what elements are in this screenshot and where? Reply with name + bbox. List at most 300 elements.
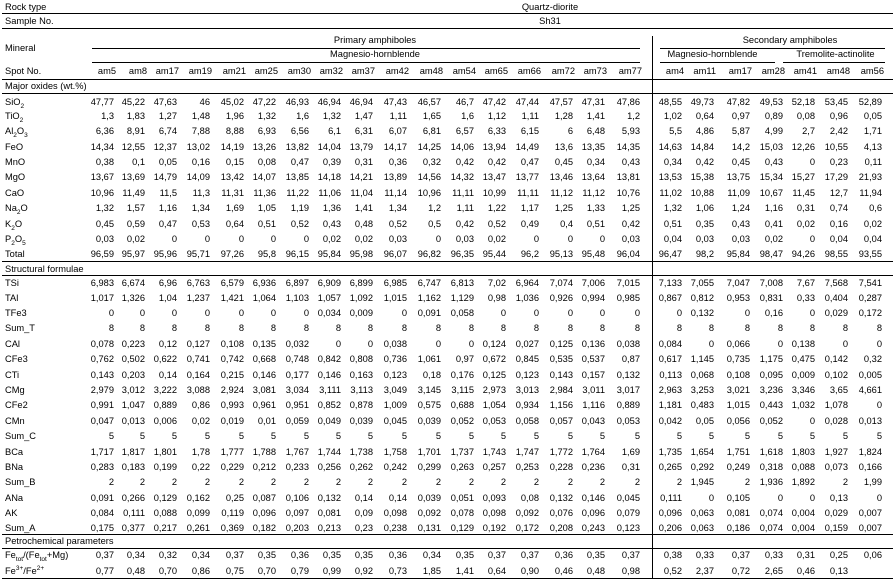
table-cell: 0 xyxy=(809,157,815,167)
table-cell: 10,55 xyxy=(824,142,848,152)
table-cell: 49,53 xyxy=(759,97,783,107)
table-cell: 0,5 xyxy=(428,219,441,229)
table-cell: 6,31 xyxy=(354,126,373,136)
table-cell: 5 xyxy=(303,431,309,441)
table-cell: 4,99 xyxy=(764,126,783,136)
table-cell: 0,045 xyxy=(616,493,640,503)
table-cell: 0,127 xyxy=(186,339,210,349)
table-cell: 14,17 xyxy=(383,142,407,152)
table-cell: 0,043 xyxy=(581,416,605,426)
table-cell: 1,036 xyxy=(515,293,539,303)
row-label: Sum_B xyxy=(5,477,36,487)
spot-number: am77 xyxy=(618,66,642,76)
table-cell: 0,032 xyxy=(285,339,309,349)
spot-number: am28 xyxy=(761,66,785,76)
table-cell: 3,253 xyxy=(690,385,714,395)
table-cell: 1,824 xyxy=(858,447,882,457)
row-label: $Al_2O_3$ xyxy=(5,126,28,139)
table-cell: 0,35 xyxy=(455,550,474,560)
table-cell: 0,095 xyxy=(759,370,783,380)
table-cell: 0,34 xyxy=(663,157,682,167)
table-cell: 1,078 xyxy=(824,400,848,410)
table-cell: 0,176 xyxy=(450,370,474,380)
table-cell: 45,22 xyxy=(121,97,145,107)
table-cell: 0,37 xyxy=(95,550,114,560)
table-cell: 2 xyxy=(204,477,210,487)
table-cell: 12,7 xyxy=(829,188,848,198)
table-cell: 6,96 xyxy=(158,278,177,288)
table-cell: 0,129 xyxy=(153,493,177,503)
table-cell: 0,14 xyxy=(158,370,177,380)
table-cell: 1,057 xyxy=(317,293,341,303)
spot-number: am65 xyxy=(484,66,508,76)
table-cell: 14,06 xyxy=(450,142,474,152)
table-cell: 1,33 xyxy=(586,203,605,213)
table-cell: 8 xyxy=(676,323,682,333)
table-cell: 11,22 xyxy=(286,188,309,198)
table-cell: 8 xyxy=(108,323,114,333)
table-cell: 7,008 xyxy=(759,278,783,288)
table-cell: 2,7 xyxy=(802,126,815,136)
table-cell: 0,64 xyxy=(487,566,506,576)
table-cell: 14,84 xyxy=(690,142,714,152)
table-cell: 6,33 xyxy=(487,126,506,136)
table-cell: 0,192 xyxy=(482,523,506,533)
table-cell: 10,99 xyxy=(482,188,506,198)
table-cell: 0,35 xyxy=(354,550,373,560)
table-cell: 5 xyxy=(108,431,114,441)
table-cell: 95,48 xyxy=(581,249,605,259)
table-cell: 5 xyxy=(468,431,474,441)
table-cell: 5 xyxy=(139,431,145,441)
table-cell: 0,039 xyxy=(349,416,373,426)
table-cell: 0,177 xyxy=(285,370,309,380)
spot-number: am54 xyxy=(452,66,476,76)
table-cell: 0,15 xyxy=(225,157,244,167)
table-cell: 3,65 xyxy=(829,385,848,395)
table-cell: 1,05 xyxy=(257,203,276,213)
table-cell: 3,236 xyxy=(759,385,783,395)
table-cell: 7,133 xyxy=(658,278,682,288)
spot-number: am66 xyxy=(517,66,541,76)
spot-number: am48 xyxy=(419,66,443,76)
table-cell: 0,23 xyxy=(354,523,373,533)
rule-after-sample xyxy=(2,28,893,29)
table-cell: 1,801 xyxy=(153,447,177,457)
table-cell: 0 xyxy=(270,234,276,244)
table-cell: 0,43 xyxy=(621,157,640,167)
table-cell: 47,44 xyxy=(515,97,539,107)
table-cell: 8 xyxy=(634,323,640,333)
table-cell: 0,047 xyxy=(90,416,114,426)
table-cell: 0,475 xyxy=(791,354,815,364)
table-cell: 0,45 xyxy=(731,157,750,167)
table-cell: 0 xyxy=(367,339,373,349)
table-cell: 0,96 xyxy=(829,111,848,121)
table-cell: 0,59 xyxy=(126,219,145,229)
table-cell: 0,831 xyxy=(759,293,783,303)
table-cell: 1,061 xyxy=(417,354,441,364)
table-cell: 0,993 xyxy=(220,400,244,410)
table-cell: 0,404 xyxy=(824,293,848,303)
table-cell: 3,145 xyxy=(417,385,441,395)
table-cell: 13,75 xyxy=(726,172,750,182)
table-cell: 46,93 xyxy=(285,97,309,107)
table-cell: 1,3 xyxy=(101,111,114,121)
table-cell: 0,37 xyxy=(731,550,750,560)
table-cell: 0,088 xyxy=(153,508,177,518)
spot-number: am37 xyxy=(351,66,375,76)
table-cell: 0,43 xyxy=(764,157,783,167)
table-cell: 93,55 xyxy=(858,249,882,259)
table-cell: 2 xyxy=(567,477,573,487)
rule-under-secondary xyxy=(660,48,885,49)
table-cell: 0,34 xyxy=(191,550,210,560)
table-cell: 0,64 xyxy=(695,111,714,121)
table-cell: 0,299 xyxy=(417,462,441,472)
table-cell: 14,32 xyxy=(450,172,474,182)
table-cell: 13,69 xyxy=(121,172,145,182)
table-cell: 0,098 xyxy=(482,508,506,518)
table-cell: 0,019 xyxy=(220,416,244,426)
row-label: CFe3 xyxy=(5,354,28,364)
row-label: Sum_A xyxy=(5,523,36,533)
table-cell: 1,717 xyxy=(90,447,114,457)
table-cell: 10,88 xyxy=(690,188,714,198)
table-cell: 14,63 xyxy=(658,142,682,152)
table-cell: 0,03 xyxy=(695,234,714,244)
table-cell: 0,034 xyxy=(317,308,341,318)
table-cell: 0,377 xyxy=(121,523,145,533)
table-cell: 0,292 xyxy=(690,462,714,472)
table-cell: 6,56 xyxy=(290,126,309,136)
table-cell: 0 xyxy=(777,339,783,349)
table-cell: 6,74 xyxy=(158,126,177,136)
table-cell: 11,04 xyxy=(350,188,373,198)
table-cell: 0,208 xyxy=(549,523,573,533)
table-cell: 6,936 xyxy=(252,278,276,288)
row-label: Sum_T xyxy=(5,323,35,333)
table-cell: 0,05 xyxy=(695,416,714,426)
table-cell: 1,116 xyxy=(582,400,605,410)
table-cell: 0,75 xyxy=(225,566,244,576)
table-cell: 47,42 xyxy=(482,97,506,107)
table-cell: 46,57 xyxy=(417,97,441,107)
table-cell: 5 xyxy=(842,431,848,441)
table-cell: 13,82 xyxy=(285,142,309,152)
table-cell: 94,26 xyxy=(791,249,815,259)
table-cell: 47,43 xyxy=(383,97,407,107)
table-cell: 0,951 xyxy=(285,400,309,410)
table-cell: 0,08 xyxy=(257,157,276,167)
table-cell: 13,6 xyxy=(554,142,573,152)
table-cell: 7,015 xyxy=(616,278,640,288)
table-cell: 3,049 xyxy=(383,385,407,395)
table-cell: 0 xyxy=(809,416,815,426)
table-cell: 0 xyxy=(500,308,506,318)
table-cell: 3,081 xyxy=(252,385,276,395)
row-label: CAl xyxy=(5,339,20,349)
table-cell: 1,767 xyxy=(285,447,309,457)
table-cell: 0,042 xyxy=(658,416,682,426)
table-cell: 1,25 xyxy=(621,203,640,213)
table-cell: 0,172 xyxy=(515,523,539,533)
table-cell: 3,034 xyxy=(285,385,309,395)
table-cell: 14,09 xyxy=(186,172,210,182)
table-cell: 0,34 xyxy=(422,550,441,560)
table-cell: 0,369 xyxy=(220,523,244,533)
table-cell: 11,12 xyxy=(550,188,573,198)
secondary-group-heading: Secondary amphiboles xyxy=(742,35,838,45)
table-cell: 1,237 xyxy=(186,293,210,303)
table-cell: 0 xyxy=(335,339,341,349)
table-cell: 0,867 xyxy=(658,293,682,303)
table-cell: 0,166 xyxy=(858,462,882,472)
table-cell: 1,24 xyxy=(731,203,750,213)
table-cell: 0,37 xyxy=(520,550,539,560)
table-cell: 8,88 xyxy=(225,126,244,136)
table-cell: 0,48 xyxy=(354,219,373,229)
table-cell: 0,42 xyxy=(487,157,506,167)
table-cell: 0 xyxy=(676,308,682,318)
table-cell: 1,927 xyxy=(824,447,848,457)
table-cell: 0,113 xyxy=(659,370,682,380)
table-cell: 1,017 xyxy=(90,293,114,303)
table-cell: 3,012 xyxy=(121,385,145,395)
table-cell: 0,028 xyxy=(824,416,848,426)
table-cell: 1,744 xyxy=(317,447,341,457)
table-cell: 0,199 xyxy=(153,462,177,472)
rule-after-rock-type xyxy=(2,13,893,14)
table-cell: 0,027 xyxy=(515,339,539,349)
table-cell: 0,04 xyxy=(863,234,882,244)
primary-subgroup-heading: Magnesio-hornblende xyxy=(330,49,420,59)
table-cell: 11,12 xyxy=(582,188,605,198)
rock-type-value: Quartz-diorite xyxy=(521,2,579,12)
table-cell: 0,812 xyxy=(690,293,714,303)
table-cell: 0,43 xyxy=(731,219,750,229)
table-cell: 5 xyxy=(634,431,640,441)
table-cell: 96,82 xyxy=(417,249,441,259)
table-cell: 14,21 xyxy=(349,172,373,182)
table-cell: 0,093 xyxy=(482,493,506,503)
table-cell: 11,49 xyxy=(122,188,145,198)
table-cell: 95,98 xyxy=(349,249,373,259)
table-cell: 12,37 xyxy=(153,142,177,152)
table-cell: 2 xyxy=(238,477,244,487)
table-cell: 1,654 xyxy=(690,447,714,457)
table-cell: 0,203 xyxy=(121,370,145,380)
table-cell: 1,181 xyxy=(658,400,682,410)
table-cell: 0,078 xyxy=(450,508,474,518)
table-cell: 0,985 xyxy=(616,293,640,303)
table-cell: 0,52 xyxy=(290,219,309,229)
spot-number: am72 xyxy=(551,66,575,76)
table-cell: 1,618 xyxy=(759,447,783,457)
table-cell: 0 xyxy=(303,234,309,244)
table-cell: 1,738 xyxy=(349,447,373,457)
table-cell: 0,136 xyxy=(581,339,605,349)
table-cell: 1,06 xyxy=(695,203,714,213)
table-cell: 6,985 xyxy=(383,278,407,288)
table-cell: 95,84 xyxy=(317,249,341,259)
table-cell: 0,934 xyxy=(515,400,539,410)
table-cell: 13,81 xyxy=(616,172,640,182)
table-cell: 1,054 xyxy=(482,400,506,410)
table-cell: 11,36 xyxy=(253,188,276,198)
table-cell: 1,009 xyxy=(383,400,407,410)
row-label: BNa xyxy=(5,462,24,472)
table-cell: 0,135 xyxy=(252,339,276,349)
table-cell: 0,132 xyxy=(549,493,573,503)
table-cell: 0,263 xyxy=(450,462,474,472)
table-cell: 0,229 xyxy=(220,462,244,472)
table-cell: 96,35 xyxy=(450,249,474,259)
table-cell: 8 xyxy=(744,323,750,333)
table-cell: 0,961 xyxy=(252,400,276,410)
row-label: $Fe_{tot}/(Fe_{tot}+Mg)$ xyxy=(5,550,69,563)
table-cell: 8 xyxy=(708,323,714,333)
table-cell: 0,852 xyxy=(317,400,341,410)
table-cell: 0,38 xyxy=(95,157,114,167)
table-cell: 0 xyxy=(708,339,714,349)
table-cell: 0,03 xyxy=(388,234,407,244)
table-cell: 1,22 xyxy=(487,203,506,213)
table-cell: 95,13 xyxy=(549,249,573,259)
table-cell: 6,15 xyxy=(520,126,539,136)
table-cell: 0,138 xyxy=(791,339,815,349)
table-cell: 0,32 xyxy=(422,157,441,167)
table-cell: 0,004 xyxy=(791,508,815,518)
table-cell: 17,29 xyxy=(824,172,848,182)
table-cell: 0 xyxy=(139,308,145,318)
table-cell: 15,03 xyxy=(759,142,783,152)
table-cell: 0,42 xyxy=(695,157,714,167)
table-cell: 0,03 xyxy=(95,234,114,244)
table-cell: 13,77 xyxy=(515,172,539,182)
table-cell: 0,119 xyxy=(221,508,244,518)
table-cell: 0,203 xyxy=(285,523,309,533)
table-cell: 1,85 xyxy=(422,566,441,576)
table-cell: 14,34 xyxy=(90,142,114,152)
table-cell: 0 xyxy=(435,339,441,349)
table-cell: 1,34 xyxy=(388,203,407,213)
row-label: Total xyxy=(5,249,25,259)
rule-under-primary-sub xyxy=(92,62,640,63)
table-cell: 3,088 xyxy=(186,385,210,395)
table-cell: 8 xyxy=(777,323,783,333)
table-cell: 96,2 xyxy=(520,249,539,259)
table-cell: 1,27 xyxy=(158,111,177,121)
table-cell: 0 xyxy=(567,308,573,318)
table-cell: 0,991 xyxy=(90,400,114,410)
table-cell: 11,02 xyxy=(659,188,682,198)
table-cell: 0,063 xyxy=(690,523,714,533)
table-cell: 11,31 xyxy=(221,188,244,198)
table-cell: 0,748 xyxy=(285,354,309,364)
table-cell: 0 xyxy=(270,308,276,318)
table-cell: 14,04 xyxy=(317,142,341,152)
table-cell: 0,074 xyxy=(759,508,783,518)
table-cell: 0,253 xyxy=(515,462,539,472)
table-cell: 6,897 xyxy=(285,278,309,288)
row-label: MnO xyxy=(5,157,26,167)
table-cell: 0,108 xyxy=(220,339,244,349)
table-cell: 5 xyxy=(171,431,177,441)
table-cell: 0,076 xyxy=(549,508,573,518)
table-cell: 11,09 xyxy=(727,188,750,198)
table-cell: 1,16 xyxy=(764,203,783,213)
table-cell: 0,162 xyxy=(186,493,210,503)
table-cell: 14,25 xyxy=(417,142,441,152)
table-cell: 10,96 xyxy=(417,188,441,198)
spot-number: am11 xyxy=(693,66,716,76)
table-cell: 13,47 xyxy=(482,172,506,182)
table-cell: 45,02 xyxy=(220,97,244,107)
table-cell: 0,105 xyxy=(726,493,750,503)
sample-label: Sample No. xyxy=(5,16,54,26)
table-cell: 0,34 xyxy=(126,550,145,560)
table-cell: 0,123 xyxy=(616,523,640,533)
table-cell: 0,25 xyxy=(829,550,848,560)
table-cell: 0 xyxy=(876,400,882,410)
table-cell: 0,163 xyxy=(349,370,373,380)
table-cell: 0,13 xyxy=(829,566,848,576)
table-cell: 0,64 xyxy=(225,219,244,229)
table-cell: 0,087 xyxy=(252,493,276,503)
table-cell: 0,159 xyxy=(824,523,848,533)
table-cell: 0,70 xyxy=(158,566,177,576)
table-cell: 1,945 xyxy=(690,477,714,487)
table-cell: 0,242 xyxy=(383,462,407,472)
table-cell: 0,013 xyxy=(121,416,145,426)
row-label: BCa xyxy=(5,447,24,457)
table-cell: 0,123 xyxy=(515,370,539,380)
table-cell: 0,02 xyxy=(191,416,210,426)
table-cell: 0,46 xyxy=(796,566,815,576)
table-cell: 47,86 xyxy=(616,97,640,107)
table-cell: 0,87 xyxy=(621,354,640,364)
table-cell: 1,71 xyxy=(863,126,882,136)
table-cell: 0,03 xyxy=(731,234,750,244)
table-cell: 5 xyxy=(876,431,882,441)
table-cell: 0,51 xyxy=(257,219,276,229)
table-cell: 0,42 xyxy=(455,157,474,167)
table-cell: 0,124 xyxy=(482,339,506,349)
row-label: AK xyxy=(5,508,18,518)
table-cell: 0,48 xyxy=(126,566,145,576)
table-cell: 0,215 xyxy=(220,370,244,380)
table-cell: 13,94 xyxy=(482,142,506,152)
table-cell: 5,5 xyxy=(669,126,682,136)
table-cell: 0,287 xyxy=(858,293,882,303)
table-cell: 0,52 xyxy=(388,219,407,229)
spot-label: Spot No. xyxy=(5,66,42,76)
table-cell: 0,33 xyxy=(796,293,815,303)
table-cell: 6,57 xyxy=(455,126,474,136)
table-cell: 1,96 xyxy=(225,111,244,121)
table-cell: 11,14 xyxy=(384,188,407,198)
table-cell: 8 xyxy=(468,323,474,333)
table-cell: 0,47 xyxy=(520,157,539,167)
table-cell: 0 xyxy=(468,339,474,349)
table-cell: 0,004 xyxy=(791,523,815,533)
table-cell: 1,32 xyxy=(95,203,114,213)
table-cell: 0,238 xyxy=(383,523,407,533)
spot-number: am56 xyxy=(860,66,884,76)
table-cell: 0,31 xyxy=(621,462,640,472)
table-cell: 0,37 xyxy=(487,550,506,560)
